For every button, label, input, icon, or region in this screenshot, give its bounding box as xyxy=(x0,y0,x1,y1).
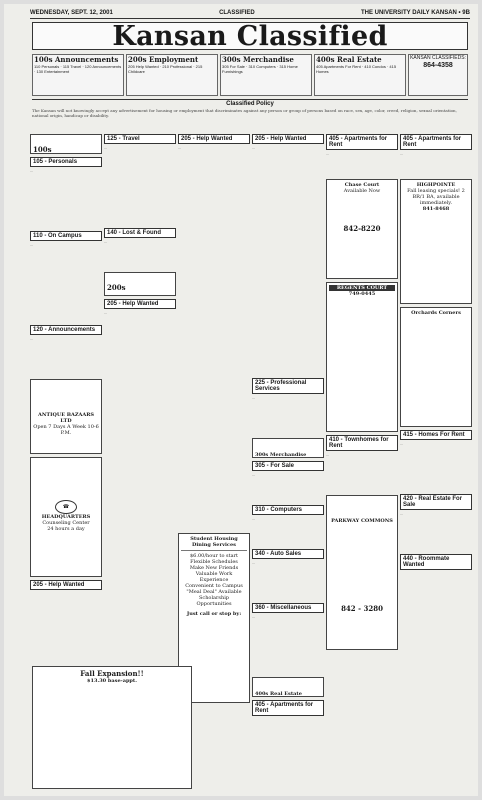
ad-text-block: ... xyxy=(104,240,108,244)
category-code: 400s xyxy=(316,55,335,64)
category-400s xyxy=(314,54,406,96)
section-banner xyxy=(30,134,102,154)
ad-title: HIGHPOINTE xyxy=(416,182,456,188)
ad-title: Chase Court xyxy=(344,182,380,188)
category-index xyxy=(32,54,468,96)
ad-pay: $13.30 base-appt. xyxy=(87,678,137,684)
section-header: 405 - Apartments for Rent xyxy=(252,700,324,716)
perk-item: "Meal Deal" Available xyxy=(186,589,242,595)
category-200s xyxy=(126,54,218,96)
column-5 xyxy=(326,134,398,792)
ad-subtitle: Counseling Center xyxy=(42,520,90,526)
kansan-classifieds-contact xyxy=(408,54,468,96)
chase-court-ad xyxy=(326,179,398,279)
ad-text-block: ... xyxy=(178,146,182,150)
ad-text-block: ... xyxy=(400,152,404,156)
ad-title: HEADQUARTERS xyxy=(41,514,91,520)
section-header: 205 - Help Wanted xyxy=(30,580,102,590)
section-banner xyxy=(252,677,324,697)
category-code: 300s xyxy=(222,55,241,64)
perk-item: Valuable Work Experience xyxy=(195,571,233,583)
section-header: 405 - Apartments for Rent xyxy=(400,134,472,150)
ad-text-block: ... xyxy=(252,517,256,521)
section-header: 205 - Help Wanted xyxy=(252,134,324,144)
ad-phone: 842-8220 xyxy=(343,224,381,233)
category-100s xyxy=(32,54,124,96)
antique-ad xyxy=(30,379,102,454)
perk-item: Scholarship Opportunities xyxy=(196,595,232,607)
headquarters-ad xyxy=(30,457,102,577)
divider xyxy=(181,550,247,551)
category-code: 200s xyxy=(128,55,147,64)
section-header: 360 - Miscellaneous xyxy=(252,603,324,613)
section-header: 440 - Roommate Wanted xyxy=(400,554,472,570)
page-header xyxy=(30,8,470,19)
classified-banner: Kansan Classified xyxy=(32,22,468,50)
column-6 xyxy=(400,134,472,792)
category-name: Merchandise xyxy=(243,55,294,64)
ad-title: Student Housing Dining Services xyxy=(190,536,238,548)
section-header: 305 - For Sale xyxy=(252,461,324,471)
perk-item: Flexible Schedules xyxy=(190,559,238,565)
ad-pay: $6.00/hour to start xyxy=(190,553,238,559)
ad-text-block: ... xyxy=(326,152,330,156)
ad-title: Fall Expansion!! xyxy=(80,669,144,678)
orchards-corners-ad xyxy=(400,307,472,427)
column-4 xyxy=(252,134,324,792)
ad-text: Fall leasing specials! 2 BR/1 BA, available immediately. xyxy=(407,188,465,206)
section-banner xyxy=(252,438,324,458)
ad-text-block: ... xyxy=(252,615,256,619)
phone-icon: ☎ xyxy=(55,500,77,514)
ad-title: Orchards Corners xyxy=(411,310,461,316)
ad-title: PARKWAY COMMONS xyxy=(331,518,393,524)
contact-label: KANSAN CLASSIFIEDS: xyxy=(410,55,466,61)
perk-item: Convenient to Campus xyxy=(185,583,243,589)
category-code: 100s xyxy=(34,55,53,64)
section-header: 205 - Help Wanted xyxy=(104,299,176,309)
section-title: 400s Real Estate xyxy=(255,691,302,697)
section-header: 125 - Travel xyxy=(104,134,176,144)
ad-text-block: ... xyxy=(30,169,34,173)
ad-text-block: ... xyxy=(104,146,108,150)
ad-text-block: ... xyxy=(326,453,330,457)
ad-text-block: ... xyxy=(252,396,256,400)
category-items: 305 For Sale · 310 Computers · 315 Home Furnishings xyxy=(222,64,298,74)
section-name: CLASSIFIED xyxy=(219,10,255,16)
section-banner xyxy=(104,272,176,296)
category-300s xyxy=(220,54,312,96)
perk-item: Make New Friends xyxy=(189,565,239,571)
ad-phone: 842 - 3280 xyxy=(341,604,383,613)
section-header: 110 - On Campus xyxy=(30,231,102,241)
ad-hours: 24 hours a day xyxy=(47,526,85,532)
section-header: 405 - Apartments for Rent xyxy=(326,134,398,150)
section-header: 225 - Professional Services xyxy=(252,378,324,394)
ad-text-block: ... xyxy=(252,473,256,477)
section-header: 340 - Auto Sales xyxy=(252,549,324,559)
ad-text-block: ... xyxy=(400,512,404,516)
section-header: 140 - Lost & Found xyxy=(104,228,176,238)
highpointe-ad xyxy=(400,179,472,304)
fall-expansion-ad xyxy=(32,666,192,789)
section-header: 420 - Real Estate For Sale xyxy=(400,494,472,510)
contact-phone: 864-4358 xyxy=(423,62,453,69)
parkway-commons-ad xyxy=(326,495,398,650)
section-header: 310 - Computers xyxy=(252,505,324,515)
section-header: 120 - Announcements xyxy=(30,325,102,335)
ad-title: REGENTS COURT xyxy=(329,285,395,291)
ad-text-block: ... xyxy=(252,146,256,150)
ad-text-block: ... xyxy=(30,243,34,247)
section-title: 100s xyxy=(33,145,52,154)
paper-name: THE UNIVERSITY DAILY KANSAN • 9B xyxy=(360,10,470,16)
ad-cta: Just call or stop by: xyxy=(186,611,242,617)
ad-text-block: ... xyxy=(30,337,34,341)
ad-availability: Available Now xyxy=(343,188,381,194)
policy-text: The Kansan will not knowingly accept any advertisement for housing or employment that discriminates against any person or group of persons based on race, sex, age, color, creed, religion, sexual orientation, national origin, handicap or disability. xyxy=(32,108,457,118)
classified-policy xyxy=(32,99,468,129)
section-header: 105 - Personals xyxy=(30,157,102,167)
ad-hours: Open 7 Days A Week 10-6 P.M. xyxy=(33,424,99,436)
section-title: 300s Merchandise xyxy=(255,452,307,458)
regents-court-ad xyxy=(326,282,398,432)
ad-phone: 749-0445 xyxy=(348,291,376,297)
newspaper-page xyxy=(4,4,478,796)
section-title: 200s xyxy=(107,283,126,292)
category-items: 205 Help Wanted · 210 Professional · 215 Childcare xyxy=(128,64,203,74)
category-items: 110 Personals · 115 Travel · 120 Announcements · 130 Entertainment xyxy=(34,64,122,74)
issue-date: WEDNESDAY, SEPT. 12, 2001 xyxy=(30,10,113,16)
ad-title: ANTIQUE BAZAARS LTD xyxy=(37,412,95,424)
category-name: Announcements xyxy=(55,55,119,64)
section-header: 410 - Townhomes for Rent xyxy=(326,435,398,451)
section-header: 415 - Homes For Rent xyxy=(400,430,472,440)
category-items: 405 Apartments For Rent · 410 Condos · 415 Homes xyxy=(316,64,397,74)
category-name: Real Estate xyxy=(337,55,382,64)
ad-phone: 841-8468 xyxy=(422,206,450,212)
policy-title: Classified Policy xyxy=(226,101,274,107)
category-name: Employment xyxy=(149,55,199,64)
ad-text-block: ... xyxy=(400,442,404,446)
ad-text-block: ... xyxy=(104,311,108,315)
ad-text-block: ... xyxy=(252,561,256,565)
section-header: 205 - Help Wanted xyxy=(178,134,250,144)
